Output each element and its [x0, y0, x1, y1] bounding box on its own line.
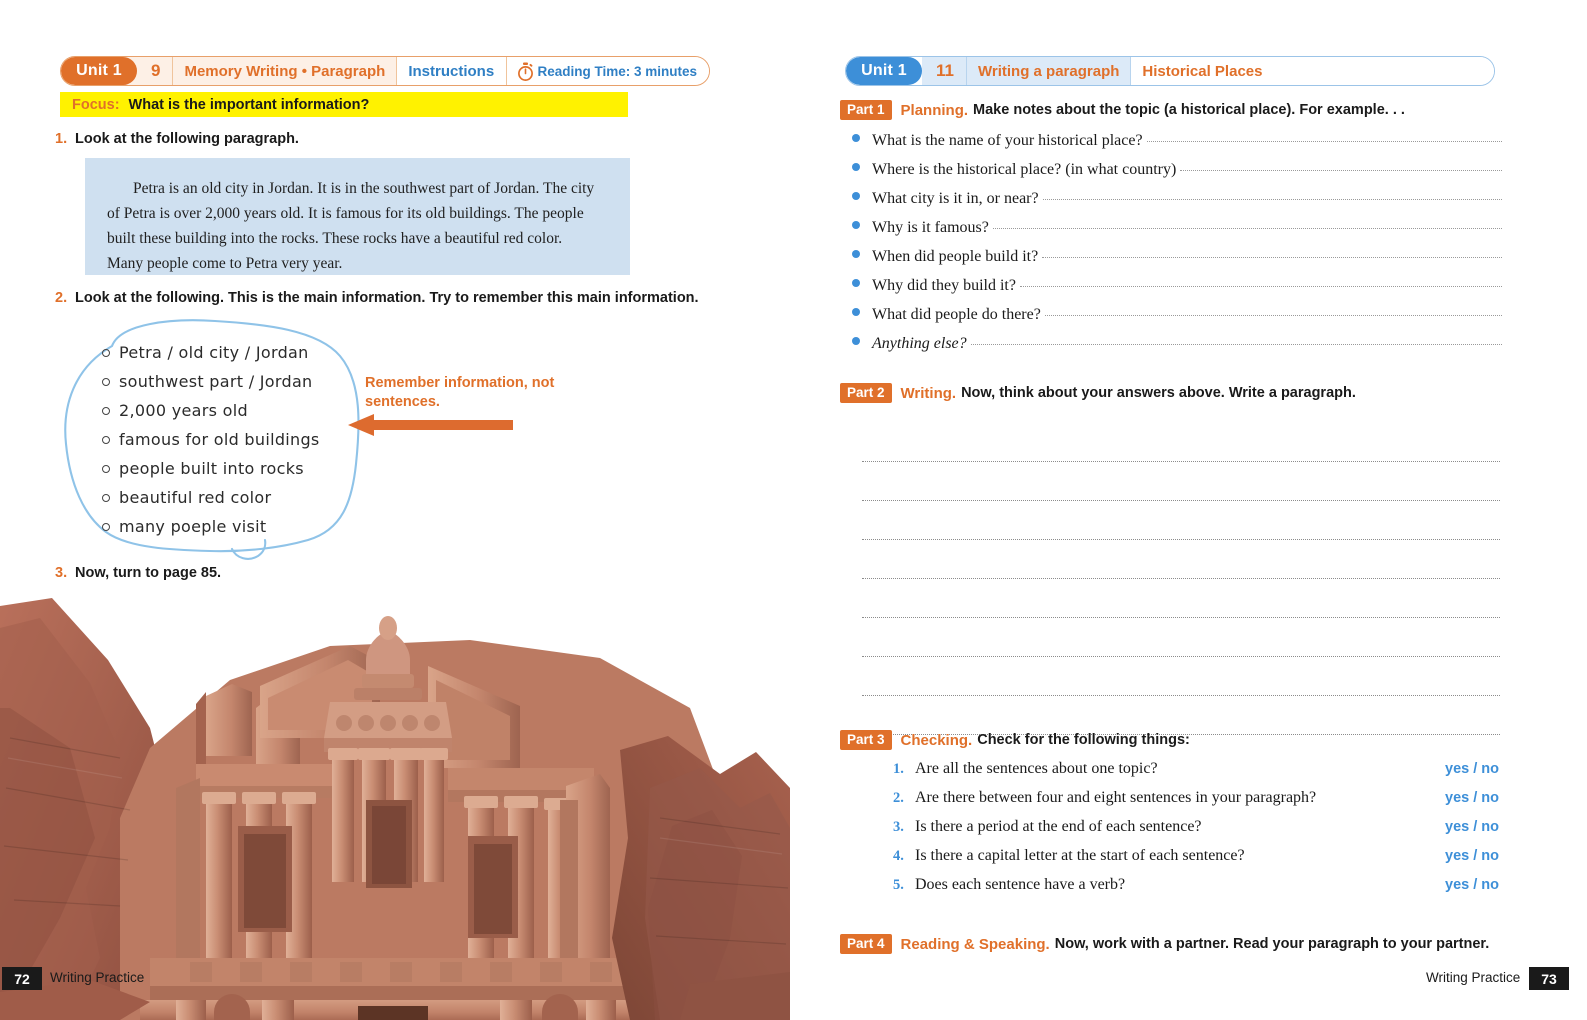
annotation-text: Remember information, not sentences. — [365, 375, 555, 410]
focus-label: Focus: — [72, 96, 120, 113]
table-row — [893, 760, 1503, 789]
part-3-desc: Check for the following things: — [977, 732, 1190, 748]
part-2-heading — [840, 383, 1356, 403]
annotation-arrow-icon — [348, 412, 513, 443]
part-4-heading — [840, 934, 1489, 954]
footer-label-left: Writing Practice — [50, 970, 145, 985]
answer-line[interactable] — [1042, 256, 1502, 258]
list-item — [852, 190, 1502, 219]
sample-paragraph-box — [85, 158, 630, 275]
bullet-dot-icon — [852, 337, 860, 345]
note-item — [102, 396, 320, 425]
stopwatch-icon — [517, 62, 534, 81]
reading-time-text: Reading Time: 3 minutes — [537, 63, 697, 79]
part-3-heading — [840, 730, 1190, 750]
yes-no-option[interactable]: yes / no — [1445, 761, 1499, 777]
petra-monastery-photo — [0, 588, 790, 1020]
yes-no-option[interactable]: yes / no — [1445, 819, 1499, 835]
page-number-left: 72 — [2, 967, 42, 990]
list-item — [852, 161, 1502, 190]
bullet-dot-icon — [852, 250, 860, 258]
writing-line[interactable] — [862, 657, 1500, 696]
part-2-badge: Part 2 — [840, 383, 892, 403]
note-item — [102, 367, 320, 396]
question-text: Why is it famous? — [872, 219, 989, 236]
step-2-text: Look at the following. This is the main information. Try to remember this main information. — [75, 290, 699, 306]
check-text: Does each sentence have a verb? — [915, 876, 1126, 893]
lesson-section-right: Historical Places — [1130, 57, 1273, 85]
lesson-title-right: Writing a paragraph — [966, 57, 1130, 85]
answer-line[interactable] — [1045, 314, 1502, 316]
part-1-heading — [840, 100, 1405, 120]
note-bullet-icon — [102, 436, 110, 444]
writing-line[interactable] — [862, 540, 1500, 579]
question-text: Anything else? — [872, 335, 967, 352]
left-page-header — [60, 56, 710, 86]
step-2 — [55, 290, 699, 306]
step-3 — [55, 565, 221, 581]
lesson-number-left: 9 — [137, 57, 172, 85]
check-number: 1. — [893, 761, 904, 777]
planning-question-list — [852, 132, 1502, 364]
writing-line[interactable] — [862, 423, 1500, 462]
list-item — [852, 132, 1502, 161]
checking-list — [893, 760, 1503, 905]
list-item — [852, 277, 1502, 306]
part-3-badge: Part 3 — [840, 730, 892, 750]
note-bullet-icon — [102, 349, 110, 357]
answer-line[interactable] — [993, 227, 1502, 229]
header-filler-right — [1273, 57, 1494, 85]
yes-no-option[interactable]: yes / no — [1445, 790, 1499, 806]
question-text: What city is it in, or near? — [872, 190, 1039, 207]
table-row — [893, 876, 1503, 905]
note-text: many poeple visit — [119, 517, 267, 536]
sample-paragraph-text: Petra is an old city in Jordan. It is in the southwest part of Jordan. The city of Petra is over 2,000 years old. It is famous for its old buildings. The people built these building into the rocks. These rocks have a beautiful red color. Many people come to Petra very year. — [107, 180, 595, 272]
note-text: people built into rocks — [119, 459, 304, 478]
question-text: What is the name of your historical place? — [872, 132, 1143, 149]
part-4-title: Reading & Speaking. — [900, 935, 1050, 953]
part-3-title: Checking. — [900, 731, 973, 749]
note-item — [102, 512, 320, 541]
notes-cloud — [50, 316, 390, 564]
lesson-section-left: Instructions — [396, 57, 505, 85]
answer-line[interactable] — [1147, 140, 1502, 142]
writing-lines — [862, 423, 1500, 735]
step-3-number: 3. — [55, 565, 68, 581]
page-number-right: 73 — [1529, 967, 1569, 990]
check-text: Is there a capital letter at the start of each sentence? — [915, 847, 1245, 864]
note-item — [102, 338, 320, 367]
bullet-dot-icon — [852, 134, 860, 142]
answer-line[interactable] — [1180, 169, 1502, 171]
step-3-text: Now, turn to page 85. — [75, 565, 222, 581]
bullet-dot-icon — [852, 308, 860, 316]
notes-list — [102, 338, 320, 541]
writing-line[interactable] — [862, 579, 1500, 618]
note-text: beautiful red color — [119, 488, 272, 507]
check-text: Are there between four and eight sentences in your paragraph? — [915, 789, 1317, 806]
step-2-number: 2. — [55, 290, 68, 306]
question-text: What did people do there? — [872, 306, 1041, 323]
note-bullet-icon — [102, 407, 110, 415]
focus-text: What is the important information? — [128, 96, 370, 113]
reading-time-label — [506, 57, 709, 85]
note-bullet-icon — [102, 494, 110, 502]
right-page-header — [845, 56, 1495, 86]
note-item — [102, 425, 320, 454]
check-number: 3. — [893, 819, 904, 835]
note-bullet-icon — [102, 378, 110, 386]
step-1 — [55, 131, 299, 147]
note-text: famous for old buildings — [119, 430, 320, 449]
check-number: 2. — [893, 790, 904, 806]
part-1-desc: Make notes about the topic (a historical place). For example. . . — [973, 102, 1405, 118]
list-item — [852, 248, 1502, 277]
note-bullet-icon — [102, 523, 110, 531]
writing-line[interactable] — [862, 501, 1500, 540]
bullet-dot-icon — [852, 279, 860, 287]
note-bullet-icon — [102, 465, 110, 473]
check-text: Is there a period at the end of each sentence? — [915, 818, 1202, 835]
answer-line[interactable] — [1020, 285, 1502, 287]
step-1-number: 1. — [55, 131, 68, 147]
table-row — [893, 847, 1503, 876]
check-text: Are all the sentences about one topic? — [915, 760, 1158, 777]
note-text: Petra / old city / Jordan — [119, 343, 309, 362]
question-text: Where is the historical place? (in what country) — [872, 161, 1177, 178]
note-text: 2,000 years old — [119, 401, 248, 420]
part-1-title: Planning. — [900, 101, 969, 119]
list-item — [852, 306, 1502, 335]
part-4-badge: Part 4 — [840, 934, 892, 954]
writing-line[interactable] — [862, 618, 1500, 657]
part-1-badge: Part 1 — [840, 100, 892, 120]
table-row — [893, 789, 1503, 818]
part-4-desc: Now, work with a partner. Read your paragraph to your partner. — [1054, 936, 1490, 952]
note-item — [102, 454, 320, 483]
left-page — [0, 0, 793, 1020]
lesson-number-right: 11 — [922, 57, 966, 85]
list-item — [852, 219, 1502, 248]
check-number: 4. — [893, 848, 904, 864]
footer-label-right: Writing Practice — [1426, 970, 1521, 985]
answer-line[interactable] — [971, 343, 1502, 345]
list-item — [852, 335, 1502, 364]
bullet-dot-icon — [852, 221, 860, 229]
lesson-title-left: Memory Writing • Paragraph — [172, 57, 396, 85]
unit-badge-left: Unit 1 — [61, 57, 137, 85]
note-text: southwest part / Jordan — [119, 372, 313, 391]
unit-badge-right: Unit 1 — [846, 57, 922, 85]
part-2-title: Writing. — [900, 384, 957, 402]
question-text: Why did they build it? — [872, 277, 1016, 294]
answer-line[interactable] — [1043, 198, 1502, 200]
table-row — [893, 818, 1503, 847]
bullet-dot-icon — [852, 192, 860, 200]
yes-no-option[interactable]: yes / no — [1445, 877, 1499, 893]
step-1-text: Look at the following paragraph. — [75, 131, 299, 147]
question-text: When did people build it? — [872, 248, 1039, 265]
part-2-desc: Now, think about your answers above. Write a paragraph. — [961, 385, 1356, 401]
note-item — [102, 483, 320, 512]
check-number: 5. — [893, 877, 904, 893]
bullet-dot-icon — [852, 163, 860, 171]
yes-no-option[interactable]: yes / no — [1445, 848, 1499, 864]
writing-line[interactable] — [862, 462, 1500, 501]
focus-bar — [60, 92, 628, 117]
